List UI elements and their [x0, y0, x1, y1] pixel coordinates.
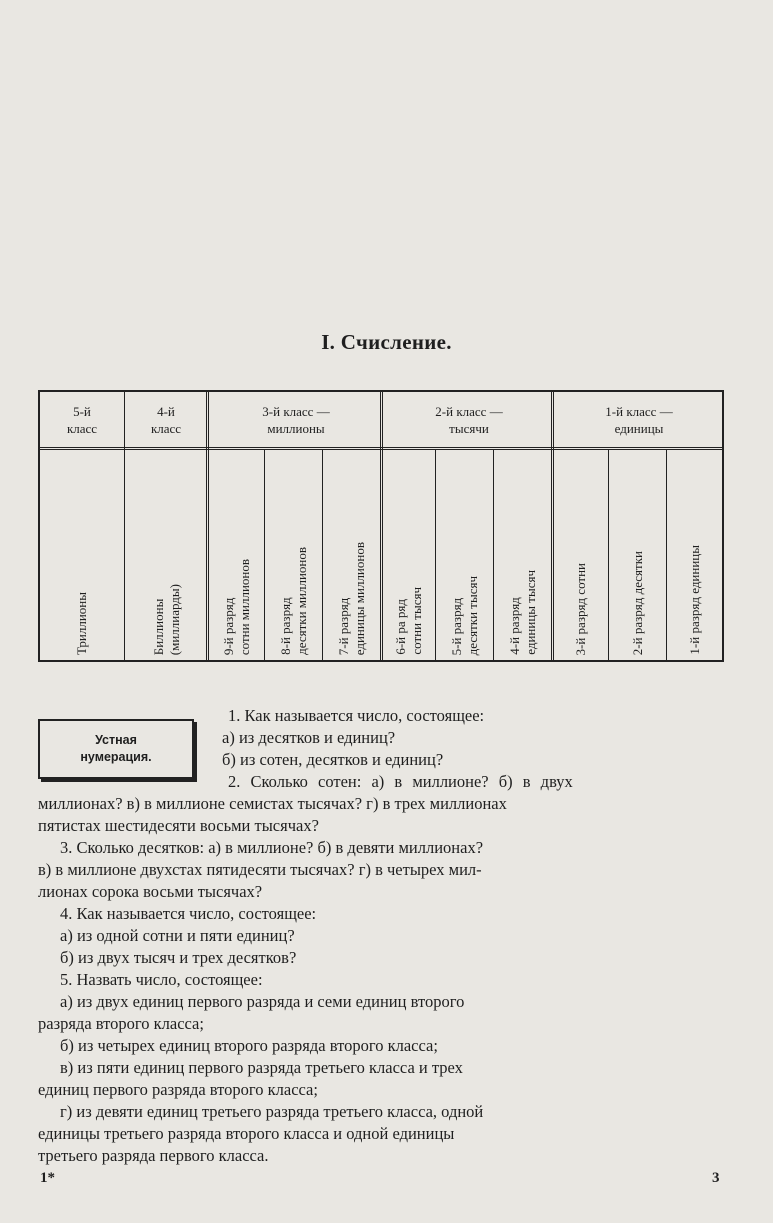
table-header-text: класс	[150, 420, 182, 436]
rank-label: 2-й разряд десятки	[629, 550, 645, 655]
rank-cell	[323, 454, 380, 659]
rank-cell	[383, 454, 435, 659]
rank-cell	[436, 454, 493, 659]
signature-mark: 1*	[40, 1170, 55, 1186]
rank-cell	[667, 454, 722, 659]
page-number: 3	[712, 1170, 720, 1186]
table-header-text: 4-й	[157, 403, 175, 419]
section-label-line: нумерация.	[80, 750, 152, 764]
rank-label: 6-й ра ряд сотни тысяч	[393, 587, 424, 655]
rank-label: 9-й разряд сотни миллионов	[220, 558, 252, 655]
section-label-line: Устная	[95, 733, 137, 747]
exercise-line: 3. Сколько десятков: а) в миллионе? б) в девяти миллионах?	[60, 838, 484, 857]
exercise-line: б) из четырех единиц второго разряда второго класса;	[60, 1036, 438, 1055]
rank-cell	[265, 454, 322, 659]
section-label-box	[38, 719, 194, 779]
table-header-text: класс	[66, 420, 98, 436]
exercise-line: третьего разряда первого класса.	[38, 1146, 269, 1165]
exercise-line: в) из пяти единиц первого разряда третьего класса и трех	[60, 1058, 463, 1077]
rank-cell	[494, 454, 551, 659]
table-header-text: 5-й	[73, 403, 91, 419]
exercise-line: единиц первого разряда второго класса;	[38, 1080, 318, 1099]
column-divider	[124, 392, 125, 660]
table-header-text: 3-й класс —	[262, 403, 330, 419]
exercise-line: единицы третьего разряда второго класса и одной единицы	[38, 1124, 455, 1143]
rank-label: Биллионы (миллиарды)	[150, 583, 182, 655]
exercise-line: 2. Сколько сотен: а) в миллионе? б) в двух	[228, 772, 573, 791]
exercise-line: 4. Как называется число, состоящее:	[60, 904, 317, 923]
exercise-line: б) из сотен, десятков и единиц?	[222, 750, 444, 769]
exercise-line: а) из двух единиц первого разряда и семи единиц второго	[60, 992, 465, 1011]
rank-label: 1-й разряд единицы	[686, 545, 702, 655]
exercise-line: миллионах? в) в миллионе семистах тысячах? г) в трех миллионах	[38, 794, 507, 813]
rank-cell	[609, 454, 666, 659]
rank-label: 5-й разряд десятки тысяч	[448, 575, 480, 655]
rank-cell	[127, 454, 206, 659]
exercise-line: пятистах шестидесяти восьми тысячах?	[38, 816, 319, 835]
table-header-cell	[40, 392, 124, 447]
exercise-line: г) из девяти единиц третьего разряда третьего класса, одной	[60, 1102, 484, 1121]
table-header-cell	[210, 392, 382, 447]
exercise-line: а) из одной сотни и пяти единиц?	[60, 926, 295, 945]
table-header-cell	[385, 392, 553, 447]
rank-label: 4-й разряд единицы тысяч	[506, 570, 538, 655]
exercise-line: в) в миллионе двухстах пятидесяти тысячах? г) в четырех мил-	[38, 860, 482, 879]
rank-cell	[209, 454, 264, 659]
rank-label: 8-й разряд десятки миллионов	[277, 547, 309, 655]
rank-cell	[554, 454, 608, 659]
table-header-cell	[125, 392, 207, 447]
table-header-text: тысячи	[449, 420, 489, 436]
table-header-text: единицы	[614, 420, 664, 436]
section-title: I. Счисление.	[321, 330, 452, 354]
rank-label: 7-й разряд единицы миллионов	[335, 541, 367, 655]
table-header-text: 2-й класс —	[435, 403, 503, 419]
exercise-line: а) из десятков и единиц?	[222, 728, 396, 747]
exercise-line: 5. Назвать число, состоящее:	[60, 970, 263, 989]
rank-label: Триллионы	[74, 591, 89, 655]
table-header-text: 1-й класс —	[605, 403, 673, 419]
exercise-line: лионах сорока восьми тысячах?	[38, 882, 263, 901]
number-classes-table	[38, 390, 724, 662]
table-header-cell	[556, 392, 722, 447]
table-header-text: миллионы	[267, 420, 325, 436]
exercise-line: разряда второго класса;	[38, 1014, 204, 1033]
rank-label: 3-й разряд сотни	[573, 562, 588, 655]
rank-cell	[40, 454, 124, 659]
exercise-line: б) из двух тысяч и трех десятков?	[60, 948, 297, 967]
exercise-line: 1. Как называется число, состоящее:	[228, 706, 485, 725]
